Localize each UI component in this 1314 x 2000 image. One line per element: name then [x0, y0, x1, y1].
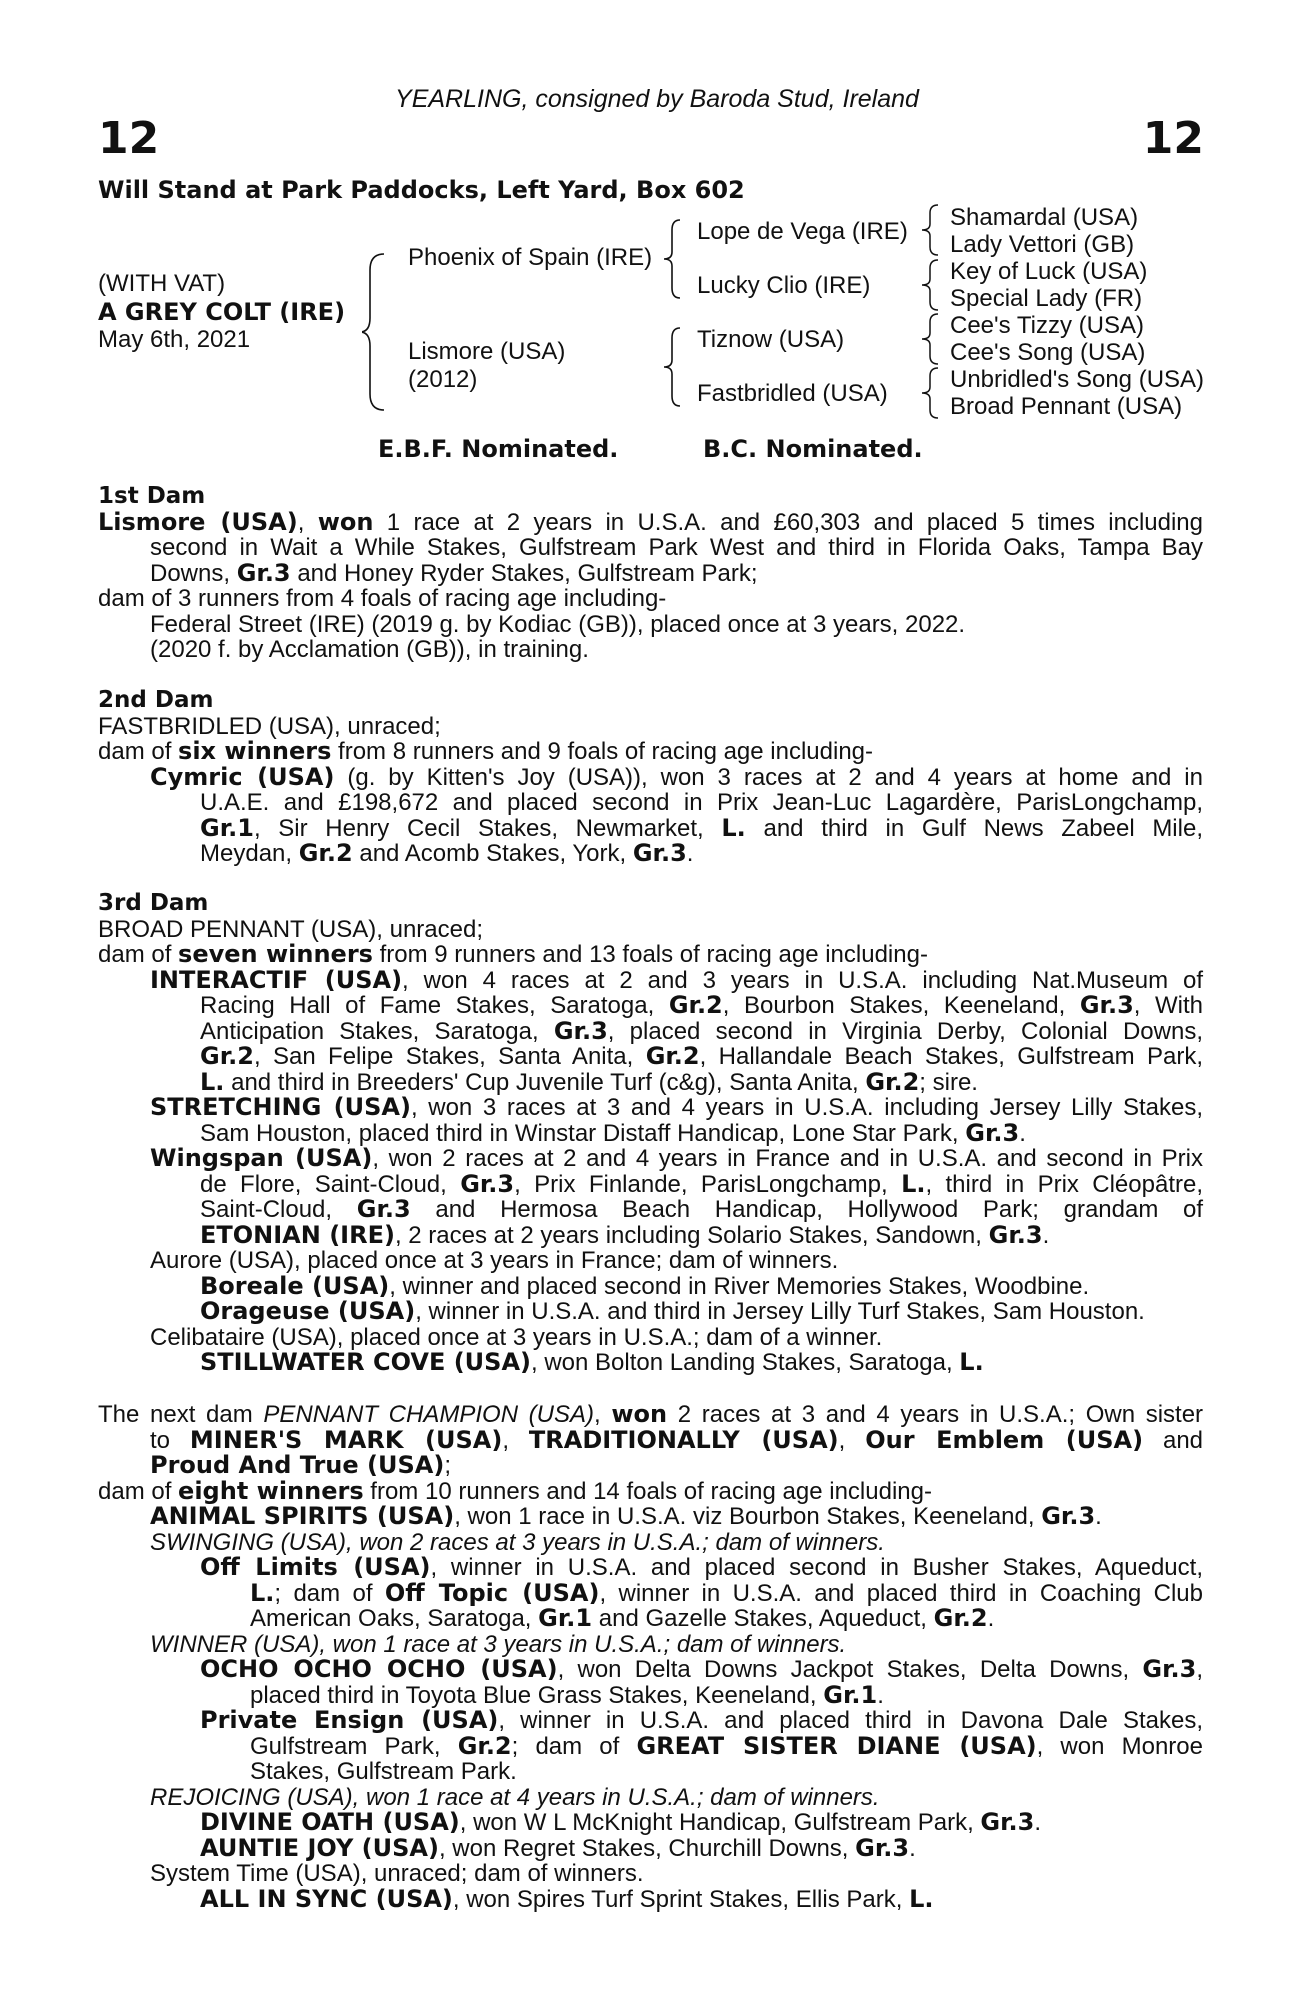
second-dam-line-5: Gr.1, Sir Henry Cecil Stakes, Newmarket, L. and third in Gulf News Zabeel Mile,: [200, 813, 1203, 842]
next-dam-line-2: to MINER'S MARK (USA), TRADITIONALLY (USA), Our Emblem (USA) and: [150, 1425, 1204, 1454]
second-dam-line-2: dam of six winners from 8 runners and 9 foals of racing age including-: [98, 737, 874, 765]
dam-year: (2012): [408, 366, 478, 393]
lot-number-left: 12: [98, 113, 160, 164]
ebf-nomination: E.B.F. Nominated.: [378, 435, 619, 463]
divine-oath-line: DIVINE OATH (USA), won W L McKnight Handicap, Gulfstream Park, Gr.3.: [200, 1808, 1042, 1836]
bc-nomination: B.C. Nominated.: [703, 435, 923, 463]
second-dam-line-1: FASTBRIDLED (USA), unraced;: [98, 712, 441, 740]
interactif-line-3: Anticipation Stakes, Saratoga, Gr.3, placed second in Virginia Derby, Colonial Downs,: [200, 1016, 1203, 1045]
interactif-line-2: Racing Hall of Fame Stakes, Saratoga, Gr.2, Bourbon Stakes, Keeneland, Gr.3, With: [200, 991, 1204, 1019]
consignment-line: YEARLING, consigned by Baroda Stud, Ireland: [395, 85, 919, 113]
ped-dds: Unbridled's Song (USA): [950, 366, 1205, 393]
system-time-line: System Time (USA), unraced; dam of winners.: [150, 1860, 644, 1887]
pedigree-brace-sire: [664, 218, 690, 300]
pedigree-brace-main: [362, 252, 392, 412]
ped-ddd: Broad Pennant (USA): [950, 393, 1183, 420]
sire: Phoenix of Spain (IRE): [408, 244, 653, 271]
horse-name: INTERACTIF (USA): [150, 965, 403, 994]
stillwater-line: STILLWATER COVE (USA), won Bolton Landing Stakes, Saratoga, L.: [200, 1348, 984, 1376]
brace-g3-3: [922, 312, 944, 366]
off-limits-line-2: L.; dam of Off Topic (USA), winner in U.S.A. and placed third in Coaching Club: [250, 1578, 1204, 1607]
boreale-line: Boreale (USA), winner and placed second in River Memories Stakes, Woodbine.: [200, 1271, 1090, 1300]
winner-line: WINNER (USA), won 1 race at 3 years in U.S.A.; dam of winners.: [150, 1630, 847, 1658]
second-dam-heading: 2nd Dam: [98, 687, 214, 713]
first-dam-section: [98, 484, 1203, 663]
ped-sds: Key of Luck (USA): [950, 258, 1148, 285]
wingspan-line-4: ETONIAN (IRE), 2 races at 2 years including Solario Stakes, Sandown, Gr.3.: [200, 1220, 1050, 1249]
vat-note: (WITH VAT): [98, 270, 226, 297]
sire-dam: Lucky Clio (IRE): [697, 272, 871, 299]
ped-sss: Shamardal (USA): [950, 204, 1139, 231]
second-dam-line-4: U.A.E. and £198,672 and placed second in Prix Jean-Luc Lagardère, ParisLongchamp,: [200, 789, 1203, 816]
sire-sire: Lope de Vega (IRE): [697, 218, 908, 245]
off-limits-line-1: Off Limits (USA), winner in U.S.A. and placed second in Busher Stakes, Aqueduct,: [200, 1553, 1203, 1581]
first-dam-line-1: Lismore (USA), won 1 race at 2 years in U.S.A. and £60,303 and placed 5 times including: [98, 507, 1203, 536]
ped-ssd: Lady Vettori (GB): [950, 231, 1135, 258]
interactif-line-1: INTERACTIF (USA), won 4 races at 2 and 3 years in U.S.A. including Nat.Museum of: [150, 965, 1203, 994]
horse-name: Wingspan (USA): [150, 1144, 373, 1172]
ped-sdd: Special Lady (FR): [950, 285, 1143, 312]
first-dam-line-3: Downs, Gr.3 and Honey Ryder Stakes, Gulfstream Park;: [150, 558, 758, 587]
celibataire-line: Celibataire (USA), placed once at 3 years in U.S.A.; dam of a winner.: [150, 1323, 883, 1351]
rejoicing-line: REJOICING (USA), won 1 race at 4 years in U.S.A.; dam of winners.: [150, 1783, 880, 1811]
first-dam-line-4: dam of 3 runners from 4 foals of racing age including-: [98, 585, 667, 612]
first-dam-line-5: Federal Street (IRE) (2019 g. by Kodiac (GB)), placed once at 3 years, 2022.: [150, 610, 966, 638]
second-dam-line-3: Cymric (USA) (g. by Kitten's Joy (USA)), won 3 races at 2 and 4 years at home and in: [150, 762, 1203, 791]
interactif-line-5: L. and third in Breeders' Cup Juvenile Turf (c&g), Santa Anita, Gr.2; sire.: [200, 1067, 978, 1096]
stretching-line-2: Sam Houston, placed third in Winstar Distaff Handicap, Lone Star Park, Gr.3.: [200, 1118, 1026, 1147]
pedigree-brace-dam: [664, 326, 690, 408]
dam-sire: Tiznow (USA): [697, 326, 845, 353]
next-dam-line-4: dam of eight winners from 10 runners and 14 foals of racing age including-: [98, 1476, 932, 1505]
wingspan-line-2: de Flore, Saint-Cloud, Gr.3, Prix Finlande, ParisLongchamp, L., third in Prix Cléopâtre,: [200, 1169, 1203, 1198]
stretching-line-1: STRETCHING (USA), won 3 races at 3 and 4 years in U.S.A. including Jersey Lilly Stakes,: [150, 1093, 1203, 1121]
third-dam-line-2: dam of seven winners from 9 runners and 13 foals of racing age including-: [98, 940, 928, 968]
brace-g3-4: [922, 366, 944, 420]
third-dam-line-1: BROAD PENNANT (USA), unraced;: [98, 915, 483, 943]
interactif-line-4: Gr.2, San Felipe Stakes, Santa Anita, Gr.2, Hallandale Beach Stakes, Gulfstream Park,: [200, 1042, 1204, 1070]
swinging-line: SWINGING (USA), won 2 races at 3 years in U.S.A.; dam of winners.: [150, 1528, 885, 1556]
dam-name: Lismore (USA): [408, 338, 566, 365]
horse-name: Lismore (USA): [98, 507, 298, 536]
private-ensign-line-3: Stakes, Gulfstream Park.: [250, 1758, 517, 1785]
first-dam-heading: 1st Dam: [98, 483, 206, 509]
first-dam-line-6: (2020 f. by Acclamation (GB)), in training.: [150, 636, 589, 663]
horse-name: STRETCHING (USA): [150, 1093, 411, 1121]
auntie-joy-line: AUNTIE JOY (USA), won Regret Stakes, Churchill Downs, Gr.3.: [200, 1833, 916, 1862]
subject-name: A GREY COLT (IRE): [98, 298, 346, 326]
lot-number-right: 12: [1142, 113, 1204, 164]
wingspan-line-1: Wingspan (USA), won 2 races at 2 and 4 years in France and in U.S.A. and second in Prix: [150, 1144, 1203, 1172]
off-limits-line-3: American Oaks, Saratoga, Gr.1 and Gazelle Stakes, Aqueduct, Gr.2.: [250, 1604, 995, 1632]
foaling-date: May 6th, 2021: [98, 326, 251, 353]
private-ensign-line-1: Private Ensign (USA), winner in U.S.A. and placed third in Davona Dale Stakes,: [200, 1706, 1203, 1734]
orageuse-line: Orageuse (USA), winner in U.S.A. and third in Jersey Lilly Turf Stakes, Sam Houston.: [200, 1297, 1145, 1325]
aurore-line: Aurore (USA), placed once at 3 years in France; dam of winners.: [150, 1247, 839, 1274]
ped-dss: Cee's Tizzy (USA): [950, 312, 1144, 339]
wingspan-line-3: Saint-Cloud, Gr.3 and Hermosa Beach Handicap, Hollywood Park; grandam of: [200, 1195, 1204, 1223]
brace-g3-1: [922, 203, 944, 257]
next-dam-line-3: Proud And True (USA);: [150, 1451, 451, 1479]
horse-name: Cymric (USA): [150, 762, 335, 791]
ocho-line-1: OCHO OCHO OCHO (USA), won Delta Downs Jackpot Stakes, Delta Downs, Gr.3,: [200, 1655, 1203, 1683]
next-dam-section: [98, 1402, 1203, 1912]
next-dam-line-1: The next dam PENNANT CHAMPION (USA), won 2 races at 3 and 4 years in U.S.A.; Own sister: [98, 1400, 1204, 1428]
animal-spirits-line: ANIMAL SPIRITS (USA), won 1 race in U.S.A. viz Bourbon Stakes, Keeneland, Gr.3.: [150, 1502, 1102, 1530]
dam-dam: Fastbridled (USA): [697, 380, 888, 407]
first-dam-line-2: second in Wait a While Stakes, Gulfstream Park West and third in Florida Oaks, Tampa Bay: [150, 534, 1203, 561]
third-dam-section: [98, 891, 1203, 1376]
second-dam-line-6: Meydan, Gr.2 and Acomb Stakes, York, Gr.3.: [200, 839, 694, 867]
stand-location: Will Stand at Park Paddocks, Left Yard, Box 602: [98, 176, 745, 204]
third-dam-heading: 3rd Dam: [98, 890, 209, 916]
private-ensign-line-2: Gulfstream Park, Gr.2; dam of GREAT SISTER DIANE (USA), won Monroe: [250, 1731, 1203, 1760]
all-in-sync-line: ALL IN SYNC (USA), won Spires Turf Sprint Stakes, Ellis Park, L.: [200, 1884, 934, 1913]
second-dam-section: [98, 688, 1203, 867]
ped-dsd: Cee's Song (USA): [950, 339, 1146, 366]
ocho-line-2: placed third in Toyota Blue Grass Stakes, Keeneland, Gr.1.: [250, 1680, 884, 1709]
brace-g3-2: [922, 258, 944, 312]
